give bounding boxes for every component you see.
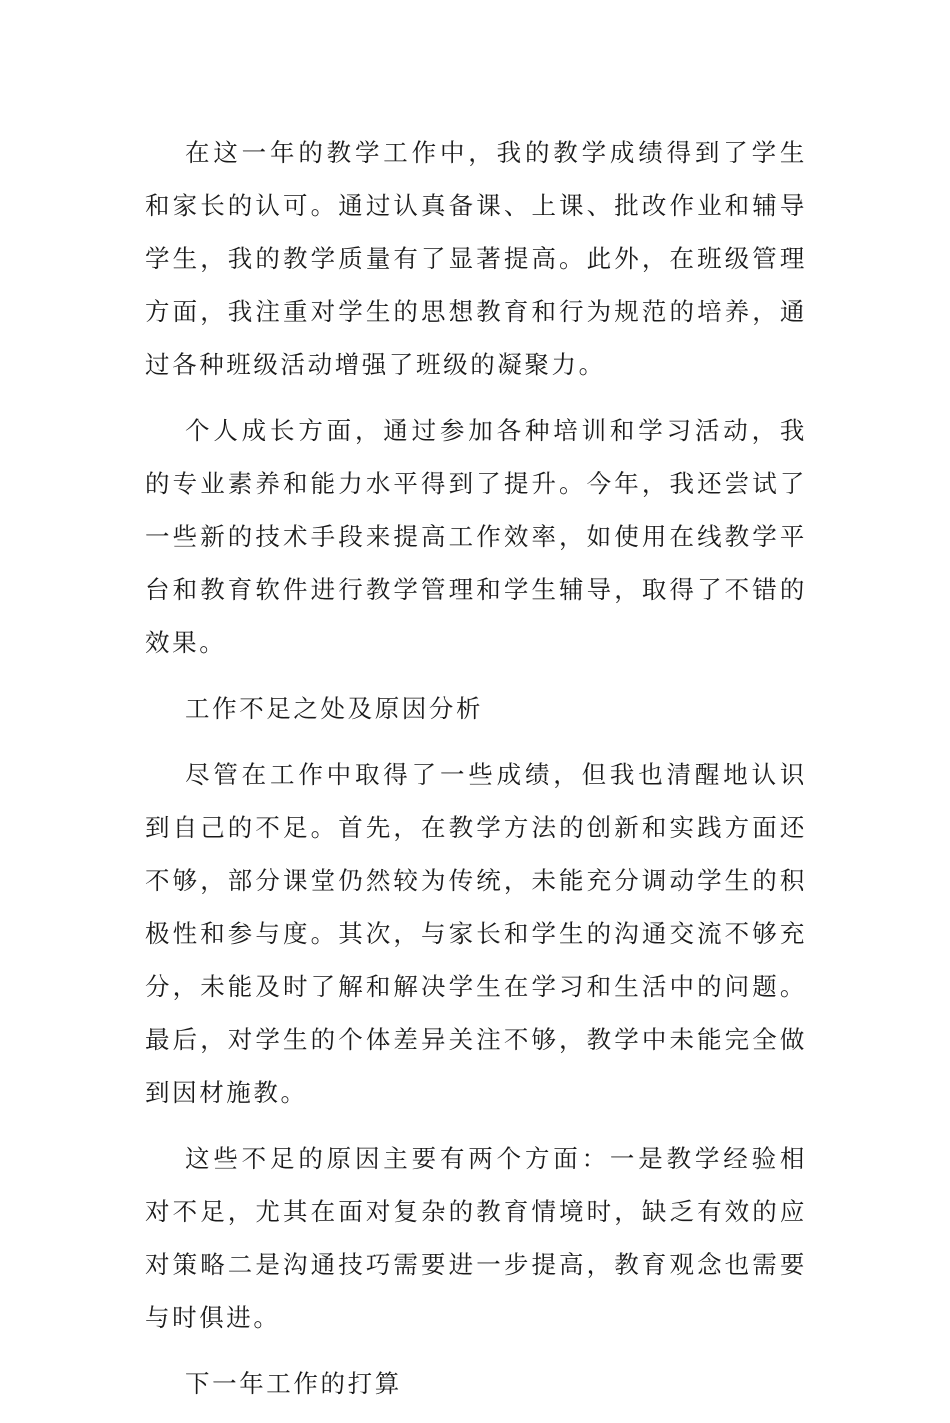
paragraph-personal-growth: 个人成长方面，通过参加各种培训和学习活动，我的专业素养和能力水平得到了提升。今年，我还尝试了一些新的技术手段来提高工作效率，如使用在线教学平台和教育软件进行教学管理和学生辅导，取得了不错的效果。 — [145, 416, 807, 657]
section-heading-next-year-plan: 下一年工作的打算 — [185, 1369, 402, 1398]
section-heading-shortcomings: 工作不足之处及原因分析 — [185, 694, 484, 723]
paragraph-teaching-results: 在这一年的教学工作中，我的教学成绩得到了学生和家长的认可。通过认真备课、上课、批改作业和辅导学生，我的教学质量有了显著提高。此外，在班级管理方面，我注重对学生的思想教育和行为规范的培养，通过各种班级活动增强了班级的凝聚力。 — [145, 138, 807, 379]
paragraph-causes: 这些不足的原因主要有两个方面：一是教学经验相对不足，尤其在面对复杂的教育情境时，缺乏有效的应对策略二是沟通技巧需要进一步提高，教育观念也需要与时俱进。 — [145, 1144, 807, 1332]
document-body — [145, 126, 807, 1423]
paragraph-shortcomings: 尽管在工作中取得了一些成绩，但我也清醒地认识到自己的不足。首先，在教学方法的创新和实践方面还不够，部分课堂仍然较为传统，未能充分调动学生的积极性和参与度。其次，与家长和学生的沟通交流不够充分，未能及时了解和解决学生在学习和生活中的问题。最后，对学生的个体差异关注不够，教学中未能完全做到因材施教。 — [145, 760, 807, 1107]
